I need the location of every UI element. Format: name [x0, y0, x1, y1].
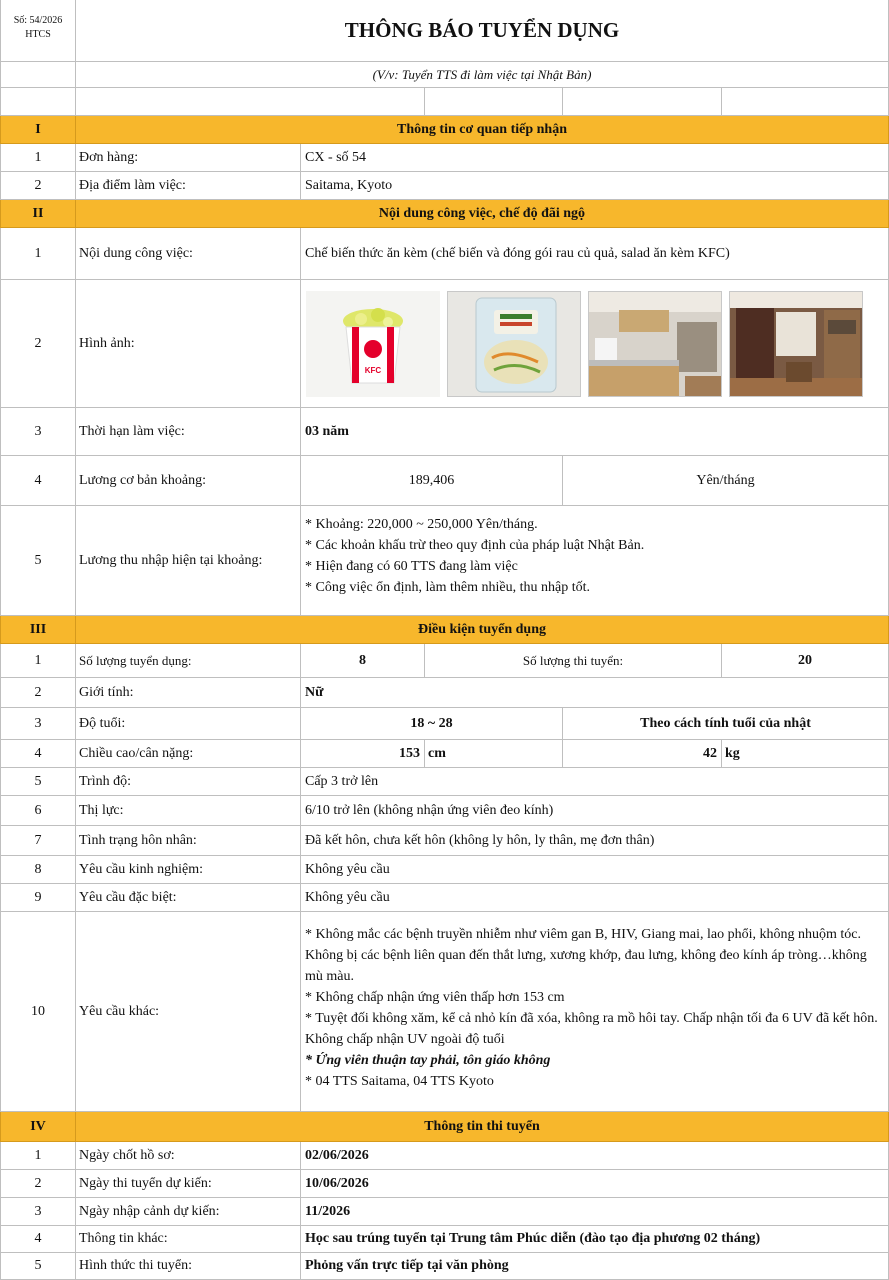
requirement-item: * Không chấp nhận ứng viên thấp hơn 153 cm	[305, 990, 565, 1005]
blank-row	[0, 88, 889, 116]
section-header-1	[0, 116, 889, 144]
special-value: Không yêu cầu	[301, 884, 889, 912]
location-value: Saitama, Kyoto	[301, 172, 889, 200]
row-label: Hình ảnh:	[76, 280, 301, 408]
quantity-value: 8	[301, 644, 425, 678]
doc-code: HTCS	[25, 29, 51, 40]
education-value: Cấp 3 trở lên	[301, 768, 889, 796]
requirement-item: * Ứng viên thuận tay phải, tôn giáo không	[305, 1053, 551, 1068]
empty-cell	[425, 88, 563, 116]
age-note: Theo cách tính tuổi của nhật	[563, 708, 889, 740]
vision-value: 6/10 trở lên (không nhận ứng viên đeo kính)	[301, 796, 889, 826]
age-row	[0, 708, 889, 740]
exam-date-value: 10/06/2026	[301, 1170, 889, 1198]
income-details	[301, 506, 889, 616]
section-title: Thông tin thi tuyển	[76, 1112, 889, 1142]
experience-row	[0, 856, 889, 884]
marital-value: Đã kết hôn, chưa kết hôn (không ly hôn, ly thân, mẹ đơn thân)	[301, 826, 889, 856]
marital-row	[0, 826, 889, 856]
order-row	[0, 144, 889, 172]
row-label: Yêu cầu khác:	[76, 912, 301, 1112]
exam-quantity-value: 20	[722, 644, 889, 678]
bullet-item: * Khoảng: 220,000 ~ 250,000 Yên/tháng.	[305, 517, 538, 532]
row-label: Số lượng tuyển dụng:	[76, 644, 301, 678]
section-header-3	[0, 616, 889, 644]
section-title: Nội dung công việc, chế độ đãi ngộ	[76, 200, 889, 228]
kitchen-photo	[588, 291, 722, 397]
special-row	[0, 884, 889, 912]
row-label: Chiều cao/cân nặng:	[76, 740, 301, 768]
row-number: 3	[0, 1198, 76, 1226]
vision-row	[0, 796, 889, 826]
row-label: Trình độ:	[76, 768, 301, 796]
page-subtitle: (V/v: Tuyển TTS đi làm việc tại Nhật Bản)	[76, 62, 889, 88]
row-number: 4	[0, 456, 76, 506]
location-row	[0, 172, 889, 200]
row-number: 2	[0, 172, 76, 200]
other-info-value: Học sau trúng tuyển tại Trung tâm Phúc diễn (đào tạo địa phương 02 tháng)	[301, 1226, 889, 1253]
empty-cell	[0, 62, 76, 88]
row-number: 3	[0, 708, 76, 740]
row-number: 7	[0, 826, 76, 856]
row-number: 10	[0, 912, 76, 1112]
income-row	[0, 506, 889, 616]
weight-value: 42	[563, 740, 722, 768]
gender-value: Nữ	[301, 678, 889, 708]
requirement-item: * 04 TTS Saitama, 04 TTS Kyoto	[305, 1074, 494, 1089]
row-number: 3	[0, 408, 76, 456]
bullet-item: * Hiện đang có 60 TTS đang làm việc	[305, 559, 518, 574]
section-number: III	[0, 616, 76, 644]
row-label: Độ tuổi:	[76, 708, 301, 740]
empty-cell	[76, 88, 425, 116]
row-number: 1	[0, 144, 76, 172]
requirement-item: * Không mắc các bệnh truyền nhiễm như viêm gan B, HIV, Giang mai, lao phổi, không nhuộm tóc. Không bị các bệnh liên quan đến thắt lưng, xương khớp, đau lưng, không đeo kính áp tròng…không mù màu.	[305, 927, 867, 984]
exam-quantity-label: Số lượng thi tuyển:	[425, 644, 722, 678]
requirement-item: * Tuyệt đối không xăm, kể cả nhỏ kín đã xóa, không ra mồ hôi tay. Chấp nhận tối đa 6 UV đã kết hôn. Không chấp nhận UV ngoài độ tuổi	[305, 1011, 878, 1047]
row-label: Lương thu nhập hiện tại khoảng:	[76, 506, 301, 616]
order-value: CX - số 54	[301, 144, 889, 172]
section-header-2	[0, 200, 889, 228]
row-number: 6	[0, 796, 76, 826]
bullet-item: * Công việc ổn định, làm thêm nhiều, thu nhập tốt.	[305, 580, 591, 595]
deadline-value: 02/06/2026	[301, 1142, 889, 1170]
education-row	[0, 768, 889, 796]
weight-unit: kg	[722, 740, 889, 768]
row-label: Ngày chốt hồ sơ:	[76, 1142, 301, 1170]
row-label: Lương cơ bản khoảng:	[76, 456, 301, 506]
other-requirements	[301, 912, 889, 1112]
section-title: Thông tin cơ quan tiếp nhận	[76, 116, 889, 144]
row-label: Yêu cầu đặc biệt:	[76, 884, 301, 912]
row-number: 2	[0, 280, 76, 408]
entry-date-value: 11/2026	[301, 1198, 889, 1226]
row-number: 5	[0, 1253, 76, 1280]
salary-unit: Yên/tháng	[563, 456, 889, 506]
exam-format-row	[0, 1253, 889, 1280]
section-number: IV	[0, 1112, 76, 1142]
row-number: 1	[0, 228, 76, 280]
height-unit: cm	[425, 740, 563, 768]
row-label: Yêu cầu kinh nghiệm:	[76, 856, 301, 884]
entry-date-row	[0, 1198, 889, 1226]
section-title: Điều kiện tuyển dụng	[76, 616, 889, 644]
row-label: Ngày thi tuyển dự kiến:	[76, 1170, 301, 1198]
salary-row	[0, 456, 889, 506]
doc-number-cell	[0, 0, 76, 62]
row-number: 1	[0, 644, 76, 678]
header-row	[0, 0, 889, 62]
empty-cell	[0, 88, 76, 116]
empty-cell	[563, 88, 722, 116]
section-header-4	[0, 1112, 889, 1142]
row-label: Đơn hàng:	[76, 144, 301, 172]
row-number: 8	[0, 856, 76, 884]
room-photo	[729, 291, 863, 397]
term-value: 03 năm	[301, 408, 889, 456]
empty-cell	[722, 88, 889, 116]
exam-date-row	[0, 1170, 889, 1198]
kfc-logo-text: KFC	[364, 365, 382, 375]
quantity-row	[0, 644, 889, 678]
row-label: Giới tính:	[76, 678, 301, 708]
section-number: I	[0, 116, 76, 144]
row-label: Thông tin khác:	[76, 1226, 301, 1253]
row-number: 4	[0, 740, 76, 768]
page-title: THÔNG BÁO TUYỂN DỤNG	[76, 0, 889, 62]
row-label: Tình trạng hôn nhân:	[76, 826, 301, 856]
subtitle-row	[0, 62, 889, 88]
height-value: 153	[301, 740, 425, 768]
term-row	[0, 408, 889, 456]
height-weight-row	[0, 740, 889, 768]
row-label: Thị lực:	[76, 796, 301, 826]
row-number: 9	[0, 884, 76, 912]
other-requirements-row	[0, 912, 889, 1112]
row-label: Ngày nhập cảnh dự kiến:	[76, 1198, 301, 1226]
images-row	[0, 280, 889, 408]
row-number: 5	[0, 768, 76, 796]
row-number: 2	[0, 1170, 76, 1198]
job-description: Chế biến thức ăn kèm (chế biến và đóng gói rau củ quả, salad ăn kèm KFC)	[301, 228, 889, 280]
row-label: Địa điểm làm việc:	[76, 172, 301, 200]
age-value: 18 ~ 28	[301, 708, 563, 740]
kfc-bucket-photo	[306, 291, 440, 397]
gender-row	[0, 678, 889, 708]
exam-format-value: Phỏng vấn trực tiếp tại văn phòng	[301, 1253, 889, 1280]
experience-value: Không yêu cầu	[301, 856, 889, 884]
row-label: Nội dung công việc:	[76, 228, 301, 280]
row-number: 1	[0, 1142, 76, 1170]
row-label: Hình thức thi tuyển:	[76, 1253, 301, 1280]
photo-gallery	[301, 280, 889, 408]
salad-pack-photo	[447, 291, 581, 397]
job-row	[0, 228, 889, 280]
row-number: 2	[0, 678, 76, 708]
bullet-item: * Các khoản khấu trừ theo quy định của pháp luật Nhật Bản.	[305, 538, 645, 553]
doc-number: Số: 54/2026	[13, 15, 63, 26]
section-number: II	[0, 200, 76, 228]
deadline-row	[0, 1142, 889, 1170]
row-label: Thời hạn làm việc:	[76, 408, 301, 456]
other-info-row	[0, 1226, 889, 1253]
salary-amount: 189,406	[301, 456, 563, 506]
row-number: 4	[0, 1226, 76, 1253]
row-number: 5	[0, 506, 76, 616]
